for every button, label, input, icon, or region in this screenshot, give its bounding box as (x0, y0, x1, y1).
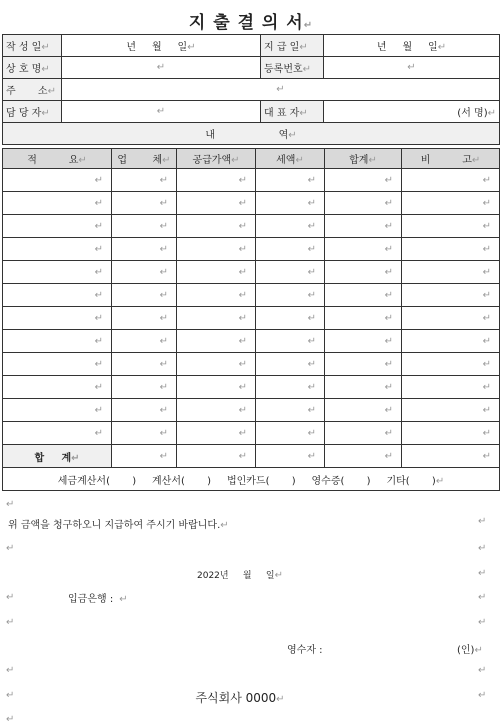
return-mark: ↵ (94, 266, 103, 278)
item-description-cell[interactable] (3, 169, 112, 192)
item-vendor-cell[interactable] (112, 307, 177, 330)
item-vendor-cell[interactable] (112, 261, 177, 284)
seal-label: (인)↵ (457, 645, 483, 656)
return-mark: ↵ (307, 289, 316, 301)
paragraph-mark: ↵ (6, 617, 15, 628)
return-mark: ↵ (307, 427, 316, 439)
return-mark: ↵ (482, 427, 491, 439)
return-mark: ↵ (384, 312, 393, 324)
return-mark: ↵ (307, 312, 316, 324)
document-title (0, 8, 502, 33)
item-sum-cell[interactable] (325, 353, 402, 376)
return-mark: ↵ (384, 266, 393, 278)
item-tax-cell[interactable] (256, 215, 325, 238)
item-remarks-cell[interactable] (402, 284, 500, 307)
return-mark: ↵ (307, 243, 316, 255)
return-mark: ↵ (238, 266, 247, 278)
item-description-cell[interactable] (3, 330, 112, 353)
item-remarks-cell[interactable] (402, 215, 500, 238)
date-value-cell[interactable]: 년 월 일↵ (62, 35, 261, 57)
item-remarks-cell[interactable] (402, 330, 500, 353)
return-mark: ↵ (238, 220, 247, 232)
item-description-cell[interactable] (3, 422, 112, 445)
return-mark: ↵ (384, 335, 393, 347)
return-mark: ↵ (94, 427, 103, 439)
return-mark: ↵ (238, 381, 247, 393)
title-text: 지 출 결 의 서 (188, 13, 304, 33)
item-vendor-cell[interactable] (112, 238, 177, 261)
col-remarks: 비 고↵ (402, 149, 500, 169)
item-tax-cell[interactable] (256, 307, 325, 330)
return-mark: ↵ (94, 381, 103, 393)
paragraph-mark: ↵ (478, 543, 487, 554)
return-mark: ↵ (307, 381, 316, 393)
item-vendor-cell[interactable] (112, 169, 177, 192)
return-mark: ↵ (384, 289, 393, 301)
paragraph-mark: ↵ (6, 665, 15, 676)
item-row (3, 284, 500, 307)
item-vendor-cell[interactable] (112, 422, 177, 445)
pay-date-label-cell: 지 급 일↵ (261, 35, 324, 57)
item-supply-cell[interactable] (177, 376, 256, 399)
receiver-label: 영수자 : (287, 645, 323, 656)
return-mark: ↵ (94, 289, 103, 301)
return-mark: ↵ (94, 197, 103, 209)
item-description-cell[interactable] (3, 192, 112, 215)
return-mark: ↵ (238, 335, 247, 347)
items-table (2, 148, 500, 491)
return-mark: ↵ (238, 404, 247, 416)
date-label-cell: 작 성 일↵ (3, 35, 62, 57)
paragraph-mark: ↵ (478, 516, 487, 527)
return-mark: ↵ (307, 404, 316, 416)
return-mark: ↵ (384, 197, 393, 209)
return-mark: ↵ (384, 427, 393, 439)
item-sum-cell[interactable] (325, 422, 402, 445)
item-sum-cell[interactable] (325, 307, 402, 330)
payment-type-row (3, 468, 500, 491)
col-description: 적 요↵ (3, 149, 112, 169)
return-mark: ↵ (482, 289, 491, 301)
item-row (3, 169, 500, 192)
item-row (3, 353, 500, 376)
return-mark: ↵ (384, 381, 393, 393)
return-mark: ↵ (159, 404, 168, 416)
return-mark: ↵ (482, 174, 491, 186)
return-mark: ↵ (482, 312, 491, 324)
pay-date-value-cell[interactable]: 년 월 일↵ (324, 35, 500, 57)
return-mark: ↵ (307, 220, 316, 232)
item-remarks-cell[interactable] (402, 422, 500, 445)
item-sum-cell[interactable] (325, 330, 402, 353)
return-mark: ↵ (159, 220, 168, 232)
item-row (3, 261, 500, 284)
reg-no-value-cell[interactable]: ↵ (324, 57, 500, 79)
item-description-cell[interactable] (3, 284, 112, 307)
item-vendor-cell[interactable] (112, 353, 177, 376)
total-label-cell: 합 계↵ (3, 445, 112, 468)
return-mark: ↵ (238, 427, 247, 439)
total-tax-cell[interactable]: ↵ (256, 445, 325, 468)
return-mark: ↵ (482, 404, 491, 416)
return-mark: ↵ (482, 266, 491, 278)
item-supply-cell[interactable] (177, 169, 256, 192)
paragraph-mark: ↵ (6, 690, 15, 701)
return-mark: ↵ (159, 335, 168, 347)
item-description-cell[interactable] (3, 215, 112, 238)
bank-label: 입금은행 : ↵ (68, 594, 128, 605)
item-description-cell[interactable] (3, 261, 112, 284)
item-description-cell[interactable] (3, 238, 112, 261)
return-mark: ↵ (159, 427, 168, 439)
item-tax-cell[interactable] (256, 261, 325, 284)
return-mark: ↵ (159, 197, 168, 209)
item-sum-cell[interactable] (325, 376, 402, 399)
col-vendor: 업 체↵ (112, 149, 177, 169)
return-mark: ↵ (307, 335, 316, 347)
return-mark: ↵ (384, 358, 393, 370)
items-header-row (3, 149, 500, 169)
address-value-cell[interactable]: ↵ (62, 79, 500, 101)
item-remarks-cell[interactable] (402, 376, 500, 399)
return-mark: ↵ (159, 243, 168, 255)
paragraph-mark: ↵ (6, 714, 15, 725)
return-mark: ↵ (159, 381, 168, 393)
item-row (3, 422, 500, 445)
return-mark: ↵ (94, 243, 103, 255)
col-total: 합계↵ (325, 149, 402, 169)
col-supply-amount: 공급가액↵ (177, 149, 256, 169)
item-supply-cell[interactable] (177, 422, 256, 445)
items-body (3, 169, 500, 445)
item-description-cell[interactable] (3, 399, 112, 422)
item-tax-cell[interactable] (256, 376, 325, 399)
address-label-cell: 주 소↵ (3, 79, 62, 101)
item-remarks-cell[interactable] (402, 399, 500, 422)
item-supply-cell[interactable] (177, 261, 256, 284)
col-tax: 세액↵ (256, 149, 325, 169)
item-description-cell[interactable] (3, 376, 112, 399)
item-supply-cell[interactable] (177, 307, 256, 330)
return-mark: ↵ (307, 174, 316, 186)
company-name: 주식회사 0000↵ (195, 691, 285, 705)
total-supply-cell[interactable]: ↵ (177, 445, 256, 468)
paragraph-mark: ↵ (478, 690, 487, 701)
return-mark: ↵ (94, 358, 103, 370)
company-value-cell[interactable]: ↵ (62, 57, 261, 79)
return-mark: ↵ (238, 289, 247, 301)
header-info-table (2, 34, 500, 145)
item-vendor-cell[interactable] (112, 192, 177, 215)
item-sum-cell[interactable] (325, 192, 402, 215)
company-label-cell: 상 호 명↵ (3, 57, 62, 79)
paragraph-mark: ↵ (478, 568, 487, 579)
item-tax-cell[interactable] (256, 284, 325, 307)
item-tax-cell[interactable] (256, 399, 325, 422)
return-mark: ↵ (307, 266, 316, 278)
return-mark: ↵ (482, 358, 491, 370)
total-sum-cell[interactable]: ↵ (325, 445, 402, 468)
item-description-cell[interactable] (3, 307, 112, 330)
rep-sign-cell[interactable]: (서 명)↵ (324, 101, 500, 123)
paragraph-mark: ↵ (478, 665, 487, 676)
item-sum-cell[interactable] (325, 399, 402, 422)
return-mark: ↵ (303, 20, 314, 31)
item-row (3, 330, 500, 353)
total-remarks-cell[interactable]: ↵ (402, 445, 500, 468)
request-text: 위 금액을 청구하오니 지급하여 주시기 바랍니다.↵ (8, 520, 229, 531)
manager-value-cell[interactable]: ↵ (62, 101, 261, 123)
return-mark: ↵ (384, 174, 393, 186)
item-supply-cell[interactable] (177, 353, 256, 376)
details-header-cell: 내 역↵ (3, 123, 500, 145)
manager-label-cell: 담 당 자↵ (3, 101, 62, 123)
return-mark: ↵ (159, 312, 168, 324)
return-mark: ↵ (238, 197, 247, 209)
item-tax-cell[interactable] (256, 238, 325, 261)
return-mark: ↵ (94, 404, 103, 416)
item-vendor-cell[interactable] (112, 215, 177, 238)
return-mark: ↵ (384, 220, 393, 232)
return-mark: ↵ (482, 220, 491, 232)
item-vendor-cell[interactable] (112, 376, 177, 399)
return-mark: ↵ (159, 266, 168, 278)
item-row (3, 399, 500, 422)
item-row (3, 307, 500, 330)
return-mark: ↵ (384, 243, 393, 255)
item-remarks-cell[interactable] (402, 238, 500, 261)
item-row (3, 215, 500, 238)
item-remarks-cell[interactable] (402, 192, 500, 215)
item-tax-cell[interactable] (256, 169, 325, 192)
return-mark: ↵ (482, 197, 491, 209)
return-mark: ↵ (238, 358, 247, 370)
item-sum-cell[interactable] (325, 238, 402, 261)
item-supply-cell[interactable] (177, 399, 256, 422)
item-remarks-cell[interactable] (402, 261, 500, 284)
total-row (3, 445, 500, 468)
paragraph-mark: ↵ (478, 592, 487, 603)
return-mark: ↵ (482, 243, 491, 255)
item-vendor-cell[interactable] (112, 399, 177, 422)
item-sum-cell[interactable] (325, 261, 402, 284)
item-row (3, 376, 500, 399)
payment-type-cell[interactable]: 세금계산서( ) 계산서( ) 법인카드( ) 영수증( ) 기타( )↵ (3, 468, 500, 491)
reg-no-label-cell: 등록번호↵ (261, 57, 324, 79)
item-tax-cell[interactable] (256, 353, 325, 376)
return-mark: ↵ (384, 404, 393, 416)
item-supply-cell[interactable] (177, 215, 256, 238)
item-sum-cell[interactable] (325, 284, 402, 307)
item-sum-cell[interactable] (325, 169, 402, 192)
return-mark: ↵ (94, 335, 103, 347)
date-line: 2022년 월 일↵ (197, 570, 283, 581)
item-vendor-cell[interactable] (112, 284, 177, 307)
total-vendor-cell[interactable]: ↵ (112, 445, 177, 468)
item-supply-cell[interactable] (177, 192, 256, 215)
return-mark: ↵ (482, 381, 491, 393)
item-supply-cell[interactable] (177, 330, 256, 353)
return-mark: ↵ (159, 174, 168, 186)
item-description-cell[interactable] (3, 353, 112, 376)
return-mark: ↵ (94, 174, 103, 186)
return-mark: ↵ (94, 312, 103, 324)
return-mark: ↵ (238, 243, 247, 255)
item-supply-cell[interactable] (177, 238, 256, 261)
paragraph-mark: ↵ (6, 499, 15, 510)
item-tax-cell[interactable] (256, 422, 325, 445)
paragraph-mark: ↵ (6, 592, 15, 603)
return-mark: ↵ (159, 358, 168, 370)
return-mark: ↵ (238, 174, 247, 186)
return-mark: ↵ (159, 289, 168, 301)
item-remarks-cell[interactable] (402, 169, 500, 192)
item-row (3, 192, 500, 215)
return-mark: ↵ (94, 220, 103, 232)
item-tax-cell[interactable] (256, 192, 325, 215)
rep-label-cell: 대 표 자↵ (261, 101, 324, 123)
item-remarks-cell[interactable] (402, 307, 500, 330)
return-mark: ↵ (307, 197, 316, 209)
item-remarks-cell[interactable] (402, 353, 500, 376)
item-tax-cell[interactable] (256, 330, 325, 353)
item-vendor-cell[interactable] (112, 330, 177, 353)
item-row (3, 238, 500, 261)
item-sum-cell[interactable] (325, 215, 402, 238)
paragraph-mark: ↵ (6, 543, 15, 554)
return-mark: ↵ (482, 335, 491, 347)
return-mark: ↵ (307, 358, 316, 370)
paragraph-mark: ↵ (478, 617, 487, 628)
item-supply-cell[interactable] (177, 284, 256, 307)
return-mark: ↵ (238, 312, 247, 324)
